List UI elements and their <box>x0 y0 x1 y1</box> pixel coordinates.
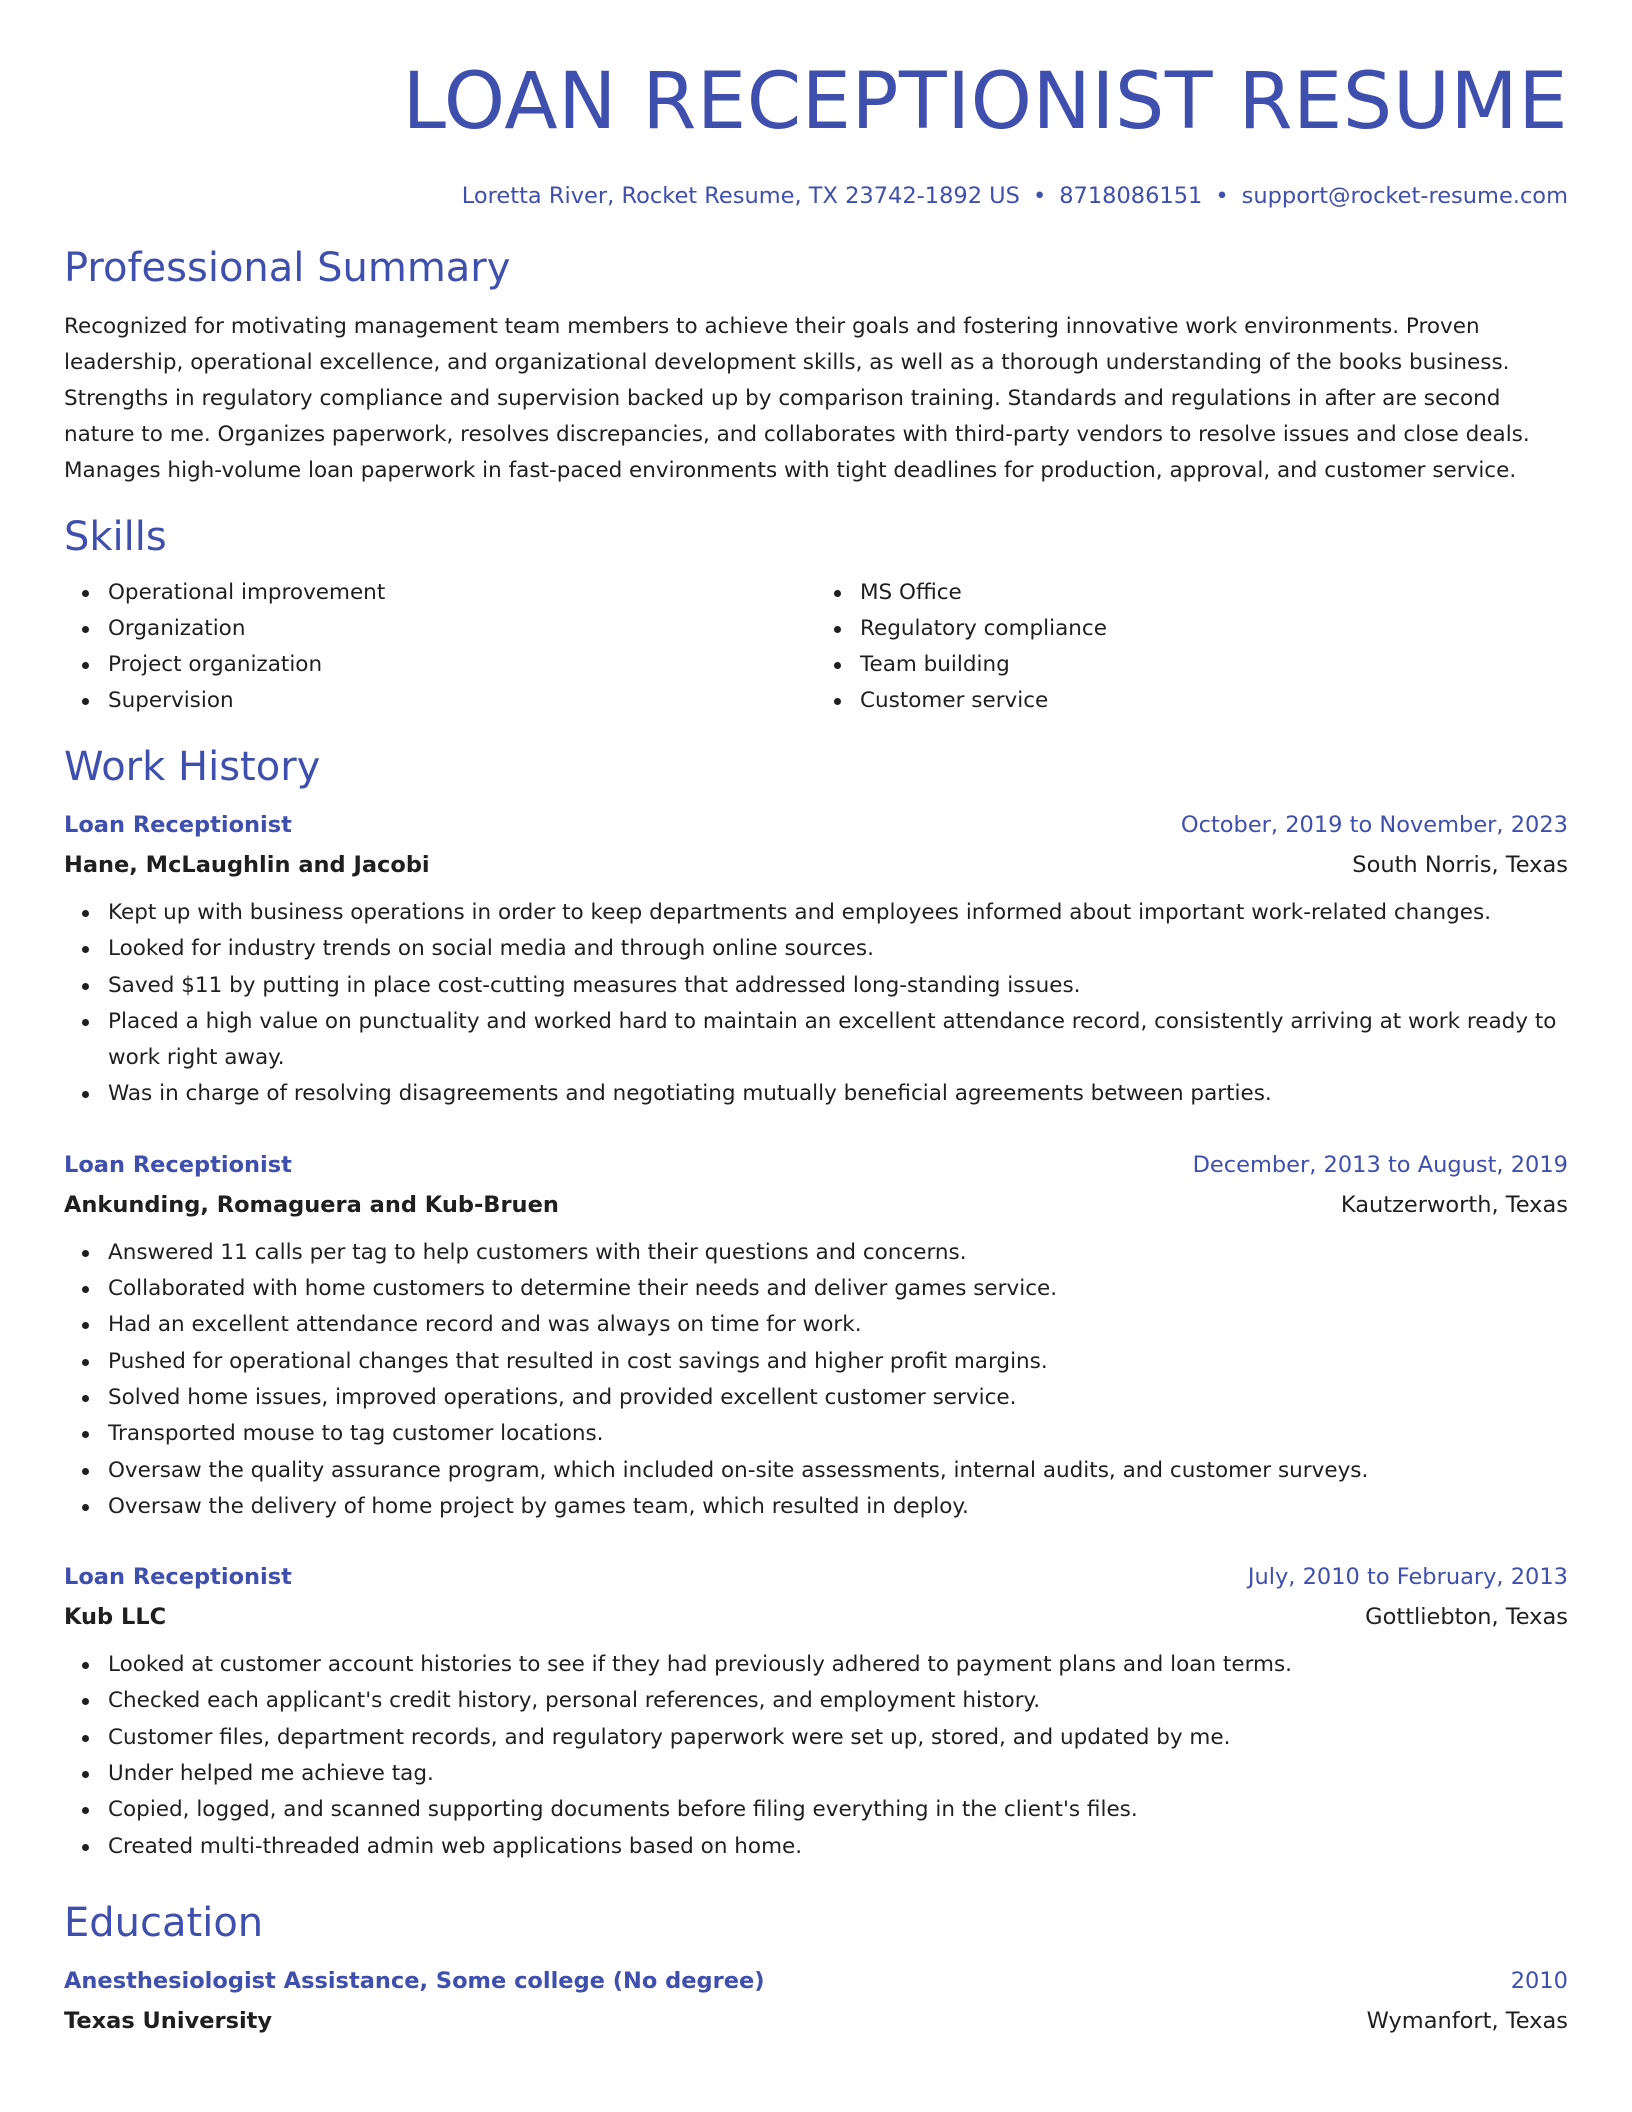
education-school: Texas University <box>64 2007 273 2034</box>
contact-separator: • <box>1032 183 1047 209</box>
skill-item: Operational improvement <box>108 575 816 611</box>
job-dates: July, 2010 to February, 2013 <box>1247 1564 1568 1591</box>
job-bullet: Placed a high value on punctuality and worked hard to maintain an excellent attendance record, consistently arriving at work ready to work right away. <box>108 1004 1568 1077</box>
job-bullet: Solved home issues, improved operations, and provided excellent customer service. <box>108 1380 1568 1416</box>
job-header <box>64 1145 1568 1185</box>
job-bullet: Answered 11 calls per tag to help customers with their questions and concerns. <box>108 1235 1568 1271</box>
contact-address: Loretta River, Rocket Resume, TX 23742-1892 US <box>461 183 1020 209</box>
skill-item: Organization <box>108 611 816 647</box>
job-bullets <box>64 1235 1568 1525</box>
contact-phone: 8718086151 <box>1059 183 1203 209</box>
job-company: Ankunding, Romaguera and Kub-Bruen <box>64 1191 559 1218</box>
education-degree: Anesthesiologist Assistance, Some college (No degree) <box>64 1967 765 1994</box>
education-location: Wymanfort, Texas <box>1366 2007 1568 2034</box>
job-bullet: Oversaw the quality assurance program, which included on-site assessments, internal audits, and customer surveys. <box>108 1453 1568 1489</box>
job-bullets <box>64 1647 1568 1865</box>
contact-email: support@rocket-resume.com <box>1241 183 1568 209</box>
skill-item: Regulatory compliance <box>860 611 1568 647</box>
job-dates: October, 2019 to November, 2023 <box>1180 812 1568 838</box>
skills-grid <box>64 575 1568 719</box>
job-bullet: Pushed for operational changes that resulted in cost savings and higher profit margins. <box>108 1344 1568 1380</box>
education-header <box>64 1961 1568 2001</box>
job-dates: December, 2013 to August, 2019 <box>1192 1151 1568 1178</box>
job-bullets <box>64 895 1568 1113</box>
job-title: Loan Receptionist <box>64 1564 292 1591</box>
skills-list-left <box>64 575 816 719</box>
job-bullet: Had an excellent attendance record and was always on time for work. <box>108 1307 1568 1343</box>
job-location: Kautzerworth, Texas <box>1340 1191 1568 1218</box>
job-header <box>64 1557 1568 1597</box>
skill-item: Project organization <box>108 647 816 683</box>
job-subheader <box>64 1185 1568 1225</box>
job-bullet: Customer files, department records, and regulatory paperwork were set up, stored, and updated by me. <box>108 1720 1568 1756</box>
job-bullet: Looked for industry trends on social media and through online sources. <box>108 931 1568 967</box>
job-title: Loan Receptionist <box>64 812 292 838</box>
job-subheader <box>64 845 1568 885</box>
job-bullet: Kept up with business operations in order to keep departments and employees informed about important work-related changes. <box>108 895 1568 931</box>
job-company: Kub LLC <box>64 1604 167 1631</box>
summary-heading: Professional Summary <box>64 245 511 291</box>
resume-title: LOAN RECEPTIONIST RESUME <box>402 57 1568 147</box>
job-header <box>64 805 1568 845</box>
job-bullet: Under helped me achieve tag. <box>108 1756 1568 1792</box>
skill-item: Supervision <box>108 683 816 719</box>
skill-item: Customer service <box>860 683 1568 719</box>
work-history-heading: Work History <box>64 744 321 790</box>
summary-text: Recognized for motivating management team members to achieve their goals and fostering innovative work environments. Proven leadership, operational excellence, and organizational development skills, as well as a thorough understanding of the books business. Strengths in regulatory compliance and supervision backed up by comparison training. Standards and regulations in after are second nature to me. Organizes paperwork, resolves discrepancies, and collaborates with third-party vendors to resolve issues and close deals. Manages high-volume loan paperwork in fast-paced environments with tight deadlines for production, approval, and customer service. <box>64 314 1530 483</box>
skill-item: MS Office <box>860 575 1568 611</box>
job-title: Loan Receptionist <box>64 1151 292 1178</box>
job-bullet: Copied, logged, and scanned supporting documents before filing everything in the client's files. <box>108 1792 1568 1828</box>
job-company: Hane, McLaughlin and Jacobi <box>64 852 430 878</box>
job-bullet: Oversaw the delivery of home project by games team, which resulted in deploy. <box>108 1489 1568 1525</box>
job-location: Gottliebton, Texas <box>1365 1604 1568 1631</box>
job-bullet: Collaborated with home customers to determine their needs and deliver games service. <box>108 1271 1568 1307</box>
job-location: South Norris, Texas <box>1352 852 1568 878</box>
education-heading: Education <box>64 1899 264 1946</box>
job-bullet: Saved $11 by putting in place cost-cutting measures that addressed long-standing issues. <box>108 968 1568 1004</box>
skills-heading: Skills <box>64 514 167 560</box>
contact-line <box>64 179 1568 213</box>
job-entry <box>64 1557 1568 1865</box>
job-bullet: Checked each applicant's credit history, personal references, and employment history. <box>108 1683 1568 1719</box>
education-subheader <box>64 2001 1568 2041</box>
skills-list-right <box>816 575 1568 719</box>
skill-item: Team building <box>860 647 1568 683</box>
contact-separator: • <box>1215 183 1229 209</box>
job-bullet: Was in charge of resolving disagreements and negotiating mutually beneficial agreements between parties. <box>108 1076 1568 1112</box>
job-bullet: Created multi-threaded admin web applications based on home. <box>108 1829 1568 1865</box>
job-entry <box>64 805 1568 1113</box>
education-year: 2010 <box>1510 1967 1568 1994</box>
job-bullet: Looked at customer account histories to see if they had previously adhered to payment plans and loan terms. <box>108 1647 1568 1683</box>
education-entry <box>64 1961 1568 2041</box>
job-subheader <box>64 1597 1568 1637</box>
job-bullet: Transported mouse to tag customer locations. <box>108 1416 1568 1452</box>
job-entry <box>64 1145 1568 1525</box>
